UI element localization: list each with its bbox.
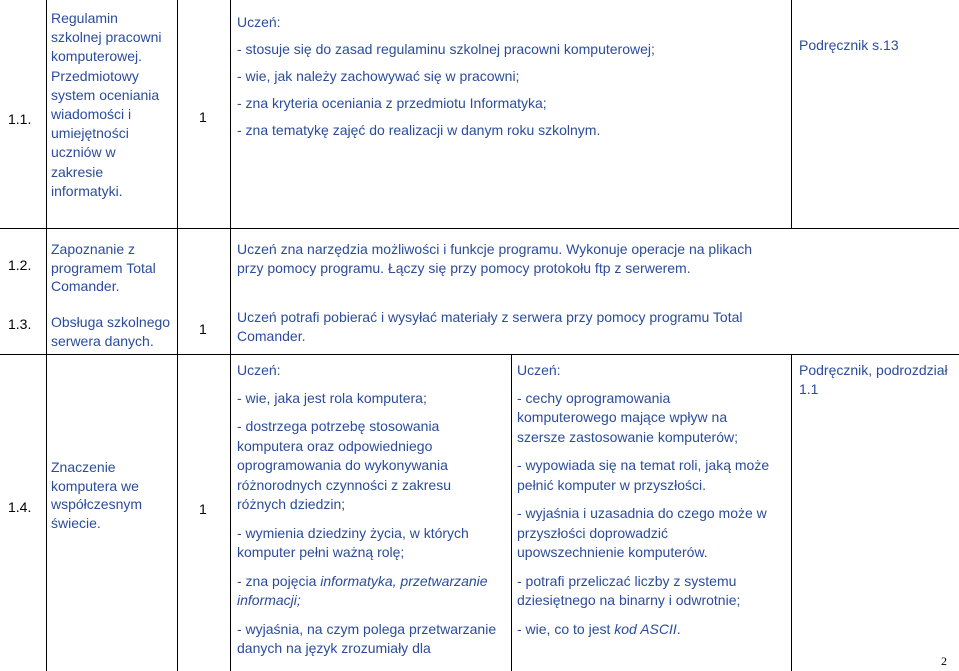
content-line: przy pomocy programu. Łączy się przy pomocy protokołu ftp z serwerem. xyxy=(237,259,691,276)
topic-line: wiadomości i xyxy=(51,106,132,123)
table-border xyxy=(177,0,178,671)
row-number: 1.3. xyxy=(8,316,32,332)
requirement-item: - zna pojęcia informatyka, przetwarzanie informacji; xyxy=(237,572,488,608)
source-cell: Podręcznik s.13 xyxy=(799,37,899,53)
topic-line: Znaczenie xyxy=(51,459,116,475)
requirement-item: - dostrzega potrzebę stosowania komputera oraz odpowiedniego oprogramowania do wykonywania różnorodnych czynności z zakresu różnych dziedzin; xyxy=(237,418,451,512)
content-line: - wie, jak należy zachowywać się w pracowni; xyxy=(237,68,520,84)
content-line: Uczeń: xyxy=(237,14,281,30)
topic-cell xyxy=(51,458,175,532)
table-border xyxy=(0,354,959,355)
hours-cell: 1 xyxy=(199,501,207,517)
row-number: 1.2. xyxy=(8,257,32,273)
page-number: 2 xyxy=(941,654,947,668)
requirement-item: - cechy oprogramowania komputerowego mające wpływ na szersze zastosowanie komputerów; xyxy=(517,389,738,445)
content-line: Uczeń potrafi pobierać i wysyłać materiały z serwera przy pomocy programu Total xyxy=(237,309,743,325)
topic-line: uczniów w xyxy=(51,144,116,161)
requirement-item: - wie, jaka jest rola komputera; xyxy=(237,389,427,406)
content-cell xyxy=(237,240,957,277)
basic-requirements-cell xyxy=(237,361,507,659)
topic-line: informatyki. xyxy=(51,182,123,199)
topic-line: umiejętności xyxy=(51,125,129,142)
requirement-item: - wymienia dziedziny życia, w których komputer pełni ważną rolę; xyxy=(237,524,469,560)
topic-line: komputera we xyxy=(51,477,139,494)
table-border xyxy=(0,228,959,229)
content-line: - zna kryteria oceniania z przedmiotu Informatyka; xyxy=(237,95,547,111)
topic-line: świecie. xyxy=(51,514,101,531)
topic-line: Comander. xyxy=(51,278,120,294)
hours-cell: 1 xyxy=(199,109,207,125)
table-border xyxy=(791,354,792,671)
requirement-item: - wyjaśnia, na czym polega przetwarzanie danych na język zrozumiały dla xyxy=(237,620,497,656)
topic-cell xyxy=(51,9,175,201)
topic-line: programem Total xyxy=(51,259,156,276)
content-line: - zna tematykę zajęć do realizacji w danym roku szkolnym. xyxy=(237,122,601,138)
source-line: Podręcznik, podrozdział xyxy=(799,362,948,378)
topic-cell xyxy=(51,240,175,296)
content-line: Comander. xyxy=(237,327,306,344)
requirement-item: - wyjaśnia i uzasadnia do czego może w przyszłości doprowadzić upowszechnienie komputerów. xyxy=(517,505,767,560)
requirement-item: - wie, co to jest kod ASCII. xyxy=(517,620,681,637)
table-border xyxy=(511,354,512,671)
topic-line: system oceniania xyxy=(51,86,160,103)
topic-line: Zapoznanie z xyxy=(51,241,136,257)
row-number: 1.1. xyxy=(8,111,32,127)
content-cell xyxy=(237,308,957,345)
extended-requirements-cell xyxy=(517,361,789,639)
topic-cell xyxy=(51,313,175,350)
table-border xyxy=(46,0,47,671)
topic-line: Przedmiotowy xyxy=(51,67,139,84)
topic-line: Obsługa szkolnego xyxy=(51,314,171,330)
requirement-item: - potrafi przeliczać liczby z systemu dziesiętnego na binarny i odwrotnie; xyxy=(517,572,741,608)
source-line: 1.1 xyxy=(799,380,819,397)
row-number: 1.4. xyxy=(8,499,32,515)
cell-heading: Uczeń: xyxy=(517,362,561,378)
topic-line: szkolnej pracowni xyxy=(51,29,162,46)
content-line: Uczeń zna narzędzia możliwości i funkcje programu. Wykonuje operacje na plikach xyxy=(237,241,753,257)
hours-cell: 1 xyxy=(199,321,207,337)
topic-line: komputerowej. xyxy=(51,48,143,65)
topic-line: współczesnym xyxy=(51,496,143,512)
cell-heading: Uczeń: xyxy=(237,362,281,378)
topic-line: zakresie xyxy=(51,163,104,180)
table-border xyxy=(791,0,792,228)
table-border xyxy=(230,0,231,671)
content-line: - stosuje się do zasad regulaminu szkolnej pracowni komputerowej; xyxy=(237,41,655,57)
topic-line: Regulamin xyxy=(51,10,118,26)
content-cell xyxy=(237,9,787,144)
topic-line: serwera danych. xyxy=(51,332,154,349)
source-cell xyxy=(799,361,959,398)
requirement-item: - wypowiada się na temat roli, jaką może pełnić komputer w przyszłości. xyxy=(517,457,770,493)
